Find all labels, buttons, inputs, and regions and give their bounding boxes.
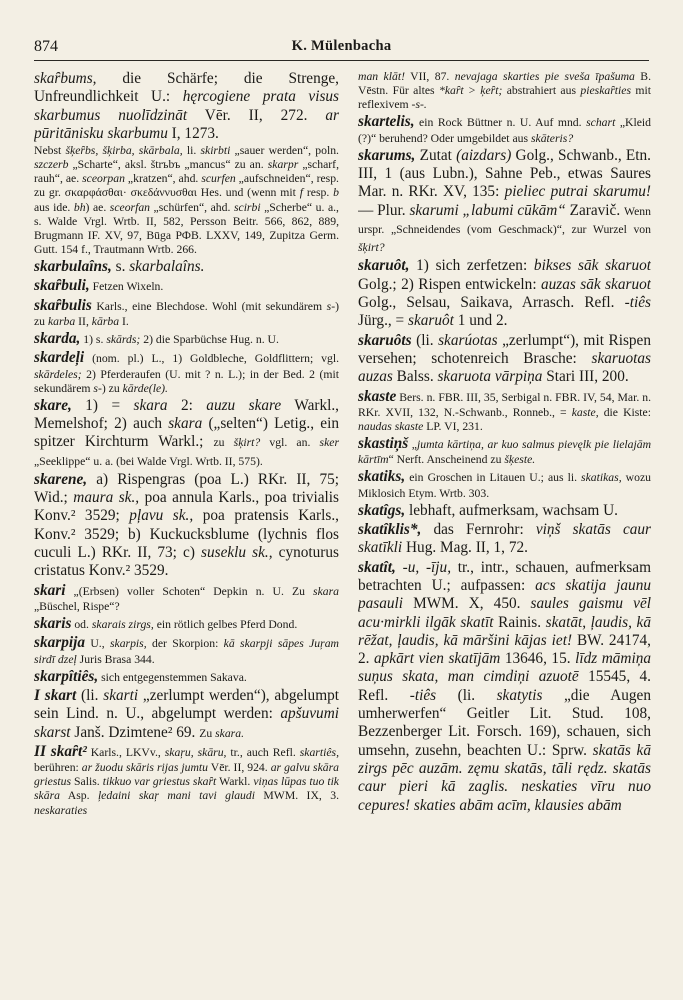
entry-text: 1) sich zerfetzen: <box>409 257 534 275</box>
entry-text: „aufschneiden“, resp. zu gr. σκαρφάσθαι· σκεδάννυσθαι Hes. und (wenn mit <box>34 172 339 200</box>
entry-text: „ <box>408 438 417 452</box>
entry-text: skara <box>168 415 203 432</box>
entry-text: Asp. <box>59 789 98 803</box>
entry-text: Zutat <box>415 146 457 164</box>
entry-text: maura sk., <box>73 489 140 507</box>
entry-text: „(Erbsen) voller Schoten“ Depkin n. U. Zu <box>65 584 314 598</box>
entry-text: Jürg., = <box>358 312 408 330</box>
entry-text: Stari III, 200. <box>542 368 629 386</box>
entry-text: kā skarpji sāpes Juŗam sirdī dzeļ <box>34 637 339 666</box>
entry-text: -s-. <box>411 98 427 112</box>
entry-text: šķeȓbs, šķirba, skārbala, <box>65 144 183 158</box>
entry-text: U., <box>85 637 110 651</box>
entry-headword: skatît, <box>358 558 396 576</box>
entry-text: tr., auch Refl. <box>226 745 300 759</box>
entry-text: skaŗu, skāru, <box>164 745 227 759</box>
entry-text: Salis. <box>71 775 103 789</box>
entry-text: Zu <box>199 726 216 740</box>
entry-headword: skatiks, <box>358 468 406 486</box>
right-column <box>358 70 651 990</box>
entry-text: „Kleid (?)“ beruhend? Oder umgebildet aus <box>358 116 651 145</box>
running-head: K. Mülenbacha <box>291 38 392 54</box>
entry-text: apkārt vien skatījām <box>374 650 501 668</box>
entry-text: skara. <box>215 726 244 740</box>
entry-text: resp. <box>303 186 334 200</box>
entry-text: cynoturus cristatus Konv.² 3529. <box>34 544 339 580</box>
entry-text: (li. <box>411 331 439 349</box>
entry-text: skirbti <box>200 144 231 158</box>
entry-text: vgl. an. <box>260 436 320 450</box>
entry-headword: skaruôts <box>358 331 412 349</box>
entry-text: pieliec putrai skarumu! <box>504 183 651 201</box>
entry-text: skarti <box>103 687 139 705</box>
entry-text: ) zu <box>34 299 339 328</box>
entry-text: „zerlumpt“), mit Rispen versehen; schotenreich Brasche: <box>358 331 651 367</box>
entry-text: LP. VI, 231. <box>423 419 483 433</box>
entry-text: skara <box>313 584 339 598</box>
dictionary-entry <box>34 397 339 470</box>
entry-headword: II skaȓt² <box>34 742 87 760</box>
entry-text: “ Nerft. Anscheinend zu <box>388 453 505 467</box>
dictionary-entry <box>358 70 651 112</box>
entry-text: Warkl., Memelshof; 2) auch <box>34 396 339 432</box>
entry-text: MWM. X, 450. <box>403 595 531 613</box>
entry-headword: skaȓbulis <box>34 296 92 314</box>
dictionary-entry <box>358 521 651 558</box>
entry-text: karba <box>47 314 76 328</box>
entry-text: abstrahiert aus <box>502 84 581 98</box>
entry-text: ar pūritānisku skarbumu <box>34 106 339 142</box>
entry-text: tr., intr., schauen, aufmerksam betrachten U.; aufpassen: <box>358 558 651 594</box>
entry-text: sceorpan <box>82 172 125 186</box>
entry-text: b <box>333 186 339 200</box>
entry-text: skarumi „labumi cūkām“ <box>409 201 566 219</box>
entry-text: skatikas, <box>581 471 622 485</box>
entry-text: Golg., Selsau, Saikava, Arrasch. Refl. <box>358 294 625 312</box>
entry-text: zu <box>213 436 234 450</box>
entry-text: Zaravič. <box>565 201 624 219</box>
dictionary-entry <box>34 70 339 143</box>
entry-headword: skarpîtiês, <box>34 667 99 685</box>
entry-text: „Büschel, Rispe“? <box>34 599 120 613</box>
entry-text: s- <box>93 381 102 395</box>
entry-text: s. <box>111 257 130 275</box>
entry-text: ) ae. <box>85 200 110 214</box>
entry-text: skarais zirgs, <box>91 618 154 632</box>
entry-text: sker <box>319 436 339 450</box>
entry-text: die Kiste: <box>598 405 651 419</box>
entry-headword: skartelis, <box>358 113 415 131</box>
entry-headword: skarums, <box>358 146 416 164</box>
dictionary-entry <box>34 277 339 295</box>
entry-headword: skardeļi <box>34 349 85 367</box>
entry-text: 1) = <box>71 396 134 414</box>
entry-text: acs skatija jaunu pasauli <box>358 576 651 613</box>
entry-text: ar žuodu skāris rijas jumtu <box>81 761 208 775</box>
entry-text: Karls., LKVv., <box>86 745 165 759</box>
entry-text: šķeste. <box>504 453 536 467</box>
entry-text: VII, 87. <box>404 70 455 83</box>
entry-text: 2) Pferderaufen (U. mit ? n. L.); in der Bed. 2 (mit sekundärem <box>34 367 339 395</box>
entry-text: skara <box>133 396 168 414</box>
dictionary-entry <box>358 332 651 387</box>
entry-text: f <box>299 186 303 200</box>
entry-text: schart <box>586 116 616 130</box>
entry-text: 13646, 15. <box>500 650 576 668</box>
entry-text: skaȓbums, <box>34 70 97 87</box>
dictionary-entry <box>34 297 339 329</box>
entry-text: wozu Miklosich Etym. Wrtb. 303. <box>358 471 651 500</box>
entry-text: — Plur. <box>358 201 410 219</box>
entry-text: šķirt? <box>233 436 261 450</box>
entry-text: scurfen <box>201 172 236 186</box>
entry-text: kārde(le). <box>122 381 168 395</box>
entry-text: Warkl. <box>216 775 254 789</box>
entry-text: Nebst <box>34 144 66 158</box>
entry-text: I, 1273. <box>167 124 219 142</box>
entry-text: mit reflexivem <box>358 84 651 112</box>
dictionary-entry <box>34 471 339 581</box>
entry-text: poa pratensis Karls., Konv.² 3529; b) Kuckucksblume (lychnis flos cuculi L.) RKr. II, 73; c) <box>34 507 339 562</box>
entry-text: a) Rispengras (poa L.) RKr. II, 75; Wid.; <box>34 470 339 507</box>
entry-text: neskaraties <box>34 803 88 817</box>
entry-text: Vēr. II, 272. <box>187 106 326 124</box>
entry-text: li. <box>182 144 201 158</box>
dictionary-entry <box>358 435 651 467</box>
entry-text: naudas skaste <box>358 419 424 433</box>
entry-text: poa annula Karls., poa trivialis Konv.² 3529; <box>34 489 339 525</box>
entry-text: auzas sāk skaruot <box>541 275 651 293</box>
entry-text: viņš skatās caur skatīkli <box>358 521 651 557</box>
entry-text: „Seeklippe“ u. a. (bei Walde Vrgl. Wrtb. II, 575). <box>34 454 263 468</box>
entry-text: ein Rock Büttner n. U. Auf mnd. <box>414 116 587 130</box>
dictionary-entry <box>34 687 339 742</box>
entry-text <box>396 559 403 576</box>
dictionary-entry <box>358 559 651 815</box>
entry-text: hęrcogiene prata visus skarbumus nuolīdzināt <box>34 88 339 124</box>
entry-text: „scharf, rauh“, ae. <box>34 158 339 186</box>
entry-headword: skaste <box>358 387 397 405</box>
entry-text: B. Vēstn. Für altes <box>358 70 651 98</box>
entry-text: MWM. IX, 3. <box>254 789 339 803</box>
entry-text: šķirt? <box>358 241 385 255</box>
entry-text: -u, -īju, <box>402 558 452 576</box>
entry-text: Janš. Dzimtene² 69. <box>70 723 200 741</box>
dictionary-entry <box>34 258 339 276</box>
entry-text: skārdeles; <box>34 367 82 381</box>
entry-headword: skarene, <box>34 470 88 488</box>
entry-text: sceorfan <box>109 200 151 214</box>
entry-text: bh <box>73 200 86 214</box>
dictionary-entry <box>34 634 339 666</box>
entry-text: scirbi <box>233 200 261 214</box>
entry-text: -tiês <box>624 294 651 312</box>
entry-text: Karls., eine Blechdose. Wohl (mit sekundärem <box>91 299 327 313</box>
entry-headword: skare, <box>34 396 72 414</box>
entry-text: bikses sāk skaruot <box>533 257 651 275</box>
dictionary-entry <box>34 615 339 633</box>
entry-text: II, <box>75 314 92 328</box>
entry-headword: skastiņš <box>358 435 409 453</box>
entry-text: skaruotas auzas <box>358 349 651 386</box>
entry-text: Hug. Mag. II, 1, 72. <box>402 539 528 557</box>
dictionary-entry <box>34 330 339 348</box>
entry-text: ar galvu skāra griestus <box>34 761 339 789</box>
entry-text: 1 und 2. <box>453 312 508 330</box>
entry-text: skarúotas <box>438 331 498 349</box>
entry-text: kārba <box>91 314 120 328</box>
entry-text: skarpr <box>267 158 299 172</box>
dictionary-entry <box>34 743 339 818</box>
entry-text: ļedaini skaŗ mani tavi glaudi <box>97 789 255 803</box>
entry-text: 2) die Sparbüchse Hug. n. U. <box>140 332 279 346</box>
page-number: 874 <box>34 38 58 55</box>
entry-text: Golg., Schwanb., Etn. III, 1 (aus Lubn.), Sahne Peb., etwas Saures Mar. n. RKr. XV, 135: <box>358 146 651 201</box>
entry-text: 2: <box>167 396 207 414</box>
entry-text: *kaȓt > ķeȓt; <box>438 84 503 98</box>
entry-text: (li. <box>436 686 497 704</box>
entry-text: skāteris? <box>530 131 574 145</box>
entry-text: 15545, 4. Refl. <box>358 668 651 704</box>
entry-text: viņas lūpas tuo tik skāra <box>34 775 339 803</box>
dictionary-entry <box>358 468 651 500</box>
entry-text: tikkuo var griestus skaȓt <box>102 775 217 789</box>
entry-text: pieskaȓties <box>580 84 632 98</box>
dictionary-entry <box>34 144 339 257</box>
entry-text: Golg.; 2) Rispen entwickeln: <box>358 275 541 293</box>
entry-text: lebhaft, aufmerksam, wachsam U. <box>405 501 618 519</box>
entry-text: apšuvumi skarst <box>34 705 339 741</box>
entry-text: skatās kā zirgs pēc auzām. zęmu skatās, tāli rędz. skatās caur pieri kā zaglis. neskaties vīru nuo cepures! skaties abām acīm, klausies abām <box>358 741 651 814</box>
entry-text: Vēr. II, 924. <box>208 761 271 775</box>
entry-text: sich entgegenstemmen Sakava. <box>98 670 247 684</box>
entry-text: (aizdars) <box>456 146 512 164</box>
entry-text: BW. 24174, 2. <box>358 631 651 668</box>
entry-text: skarbalaîns. <box>129 257 205 275</box>
entry-text: berühren: <box>34 761 82 775</box>
entry-headword: skatîklis*, <box>358 521 422 539</box>
entry-text: ein Groschen in Litauen U.; aus li. <box>405 471 582 485</box>
entry-text: skārds; <box>106 332 141 346</box>
entry-headword: I skart <box>34 687 77 705</box>
entry-text: „Scherbe“ u. a., s. Walde Vrgl. Wrtb. II, 582, Persson Beitr. 566, 862, 889, Brugmann IF. XV, 97, Būga РФВ. LXXV, 149, Zupitza Germ. Gutt. 154 f., Trautmann Wrtb. 266. <box>34 200 339 256</box>
dictionary-entry <box>34 668 339 686</box>
entry-text: kaste, <box>571 405 599 419</box>
entry-text: ) zu <box>101 381 123 395</box>
entry-text: Wenn urspr. „Schneidendes (vom Geschmack)“, zur Wurzel von <box>358 204 651 236</box>
entry-text: „zerlumpt werden“), abgelumpt sein Lind. n. U., abgelumpt werden: <box>34 687 339 723</box>
dictionary-entry <box>358 388 651 434</box>
entry-headword: skarda, <box>34 329 81 347</box>
entry-text: (nom. pl.) L., 1) Goldbleche, Goldflittern; vgl. <box>84 352 339 366</box>
entry-headword: skarpija <box>34 634 85 652</box>
dictionary-entry <box>358 147 651 257</box>
entry-text: „Scharte“, aksl. štrъbъ „mancus“ zu an. <box>68 158 268 172</box>
entry-headword: skaruôt, <box>358 257 410 275</box>
entry-text: pļavu sk., <box>129 507 194 525</box>
entry-text: ein rötlich gelbes Pferd Dond. <box>153 618 298 632</box>
entry-text: skatytis <box>496 686 543 704</box>
entry-text: „sauer werden“, poln. <box>230 144 339 158</box>
dictionary-entry <box>34 349 339 395</box>
entry-text: „schürfen“, ahd. <box>150 200 234 214</box>
dictionary-entry <box>358 257 651 330</box>
entry-text: die Schärfe; die Strenge, Unfreundlichkeit U.: <box>34 70 339 106</box>
entry-text: Fetzen Wixeln. <box>89 280 164 294</box>
entry-text: saules gaismu vēl acu·mirkli ilgāk skatīt <box>358 595 651 631</box>
entry-text: s- <box>326 299 336 313</box>
entry-text: skaruota vārpiņa <box>437 368 543 386</box>
entry-headword: skaris <box>34 615 72 633</box>
entry-headword: skatîgs, <box>358 501 406 519</box>
entry-text: („selten“) Letig., ein spitzer Kirchturm Warkl.; <box>34 415 339 451</box>
left-column <box>34 70 339 990</box>
entry-text: nevajaga skarties pie sveša īpašuma <box>454 70 635 83</box>
entry-headword: skaȓbuli, <box>34 277 90 295</box>
entry-text: der Skorpion: <box>146 637 224 651</box>
page-header <box>34 38 649 61</box>
entry-text: I. <box>119 314 129 328</box>
entry-text: jumta kārtiņa, ar kuo salmus pievęlk pie lielajām kārtīm <box>358 438 651 467</box>
entry-text: „die Augen umherwerfen“ Geitler Lit. Stud. 108, Bezzenberger Lit. Forsch. 169), schauen, sich umsehn, zusehn, beachten U.: Sprw. <box>358 686 651 759</box>
entry-text: skartiês, <box>299 745 339 759</box>
entry-text: Bers. n. FBR. III, 35, Serbigal n. FBR. IV, 54, Mar. n. RKr. XVII, 132, N.-Schwanb., Ronneb., = <box>358 390 651 419</box>
entry-text: man klāt! <box>358 70 405 83</box>
entry-headword: skarbulaîns, <box>34 257 112 275</box>
entry-text: 1) s. <box>80 332 107 346</box>
entry-text: Juris Brasa 344. <box>76 652 155 666</box>
entry-text: „kratzen“, ahd. <box>124 172 202 186</box>
entry-text: -tiês <box>409 686 437 704</box>
dictionary-entry <box>34 582 339 614</box>
entry-text: das Fernrohr: <box>421 521 536 539</box>
entry-text: skarpis, <box>109 637 147 651</box>
entry-text: auzu skare <box>206 396 282 414</box>
dictionary-entry <box>358 502 651 520</box>
entry-text: suseklu sk., <box>201 544 273 562</box>
entry-text: (li. <box>76 687 104 705</box>
entry-text: skaruôt <box>408 312 454 330</box>
entry-headword: skari <box>34 581 66 599</box>
entry-text: od. <box>71 618 92 632</box>
entry-text: aus ide. <box>34 200 74 214</box>
entry-text: līdz māmiņa suņus skata, man cimdiņi azuotē <box>358 650 651 686</box>
dictionary-entry <box>358 113 651 145</box>
entry-text: Rainis. <box>493 613 546 631</box>
entry-text: skatāt, ļaudis, kā rēžat, ļaudis, kā māršini kājas iet! <box>358 613 651 649</box>
entry-text: szczerb <box>34 158 69 172</box>
entry-text: Balss. <box>392 368 438 386</box>
